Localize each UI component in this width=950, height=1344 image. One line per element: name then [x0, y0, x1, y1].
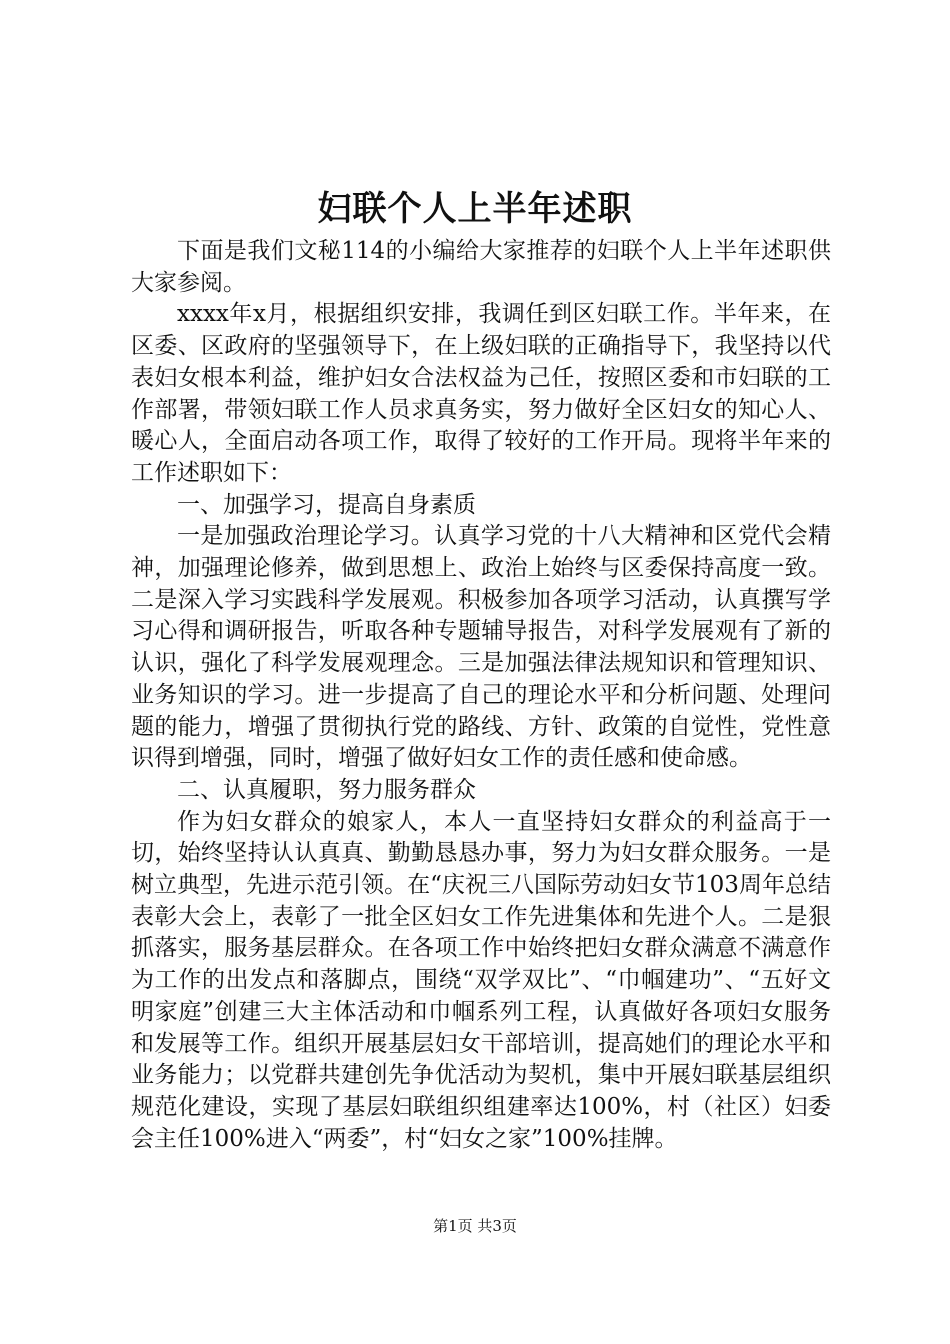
intro-paragraph: 下面是我们文秘114的小编给大家推荐的妇联个人上半年述职供大家参阅。	[131, 238, 831, 296]
section-heading-1: 一、加强学习，提高自身素质	[177, 491, 476, 518]
section-paragraph-2: 作为妇女群众的娘家人，本人一直坚持妇女群众的利益高于一切，始终坚持认认真真、勤勤恳恳办事，努力为妇女群众服务。一是树立典型，先进示范引领。在“庆祝三八国际劳动妇女节103周年总结表彰大会上，表彰了一批全区妇女工作先进集体和先进个人。二是狠抓落实，服务基层群众。在各项工作中始终把妇女群众满意不满意作为工作的出发点和落脚点，围绕“双学双比”、“巾帼建功”、“五好文明家庭”创建三大主体活动和巾帼系列工程，认真做好各项妇女服务和发展等工作。组织开展基层妇女干部培训，提高她们的理论水平和业务能力；以党群共建创先争优活动为契机，集中开展妇联基层组织规范化建设，实现了基层妇联组织组建率达100%，村（社区）妇委会主任100%进入“两委”，村“妇女之家”100%挂牌。	[131, 808, 831, 1152]
document-body	[131, 236, 831, 1155]
document-title: 妇联个人上半年述职	[317, 189, 633, 229]
section-heading-2: 二、认真履职，努力服务群众	[177, 776, 476, 803]
section-paragraph-1: 一是加强政治理论学习。认真学习党的十八大精神和区党代会精神，加强理论修养，做到思想上、政治上始终与区委保持高度一致。二是深入学习实践科学发展观。积极参加各项学习活动，认真撰写学习心得和调研报告，听取各种专题辅导报告，对科学发展观有了新的认识，强化了科学发展观理念。三是加强法律法规知识和管理知识、业务知识的学习。进一步提高了自己的理论水平和分析问题、处理问题的能力，增强了贯彻执行党的路线、方针、政策的自觉性，党性意识得到增强，同时，增强了做好妇女工作的责任感和使命感。	[131, 523, 831, 772]
page-number: 第1页 共3页	[433, 1217, 517, 1235]
overview-paragraph: xxxx年x月，根据组织安排，我调任到区妇联工作。半年来，在区委、区政府的坚强领导下，在上级妇联的正确指导下，我坚持以代表妇女根本利益，维护妇女合法权益为己任，按照区委和市妇联的工作部署，带领妇联工作人员求真务实，努力做好全区妇女的知心人、暖心人，全面启动各项工作，取得了较好的工作开局。现将半年来的工作述职如下：	[131, 301, 831, 486]
